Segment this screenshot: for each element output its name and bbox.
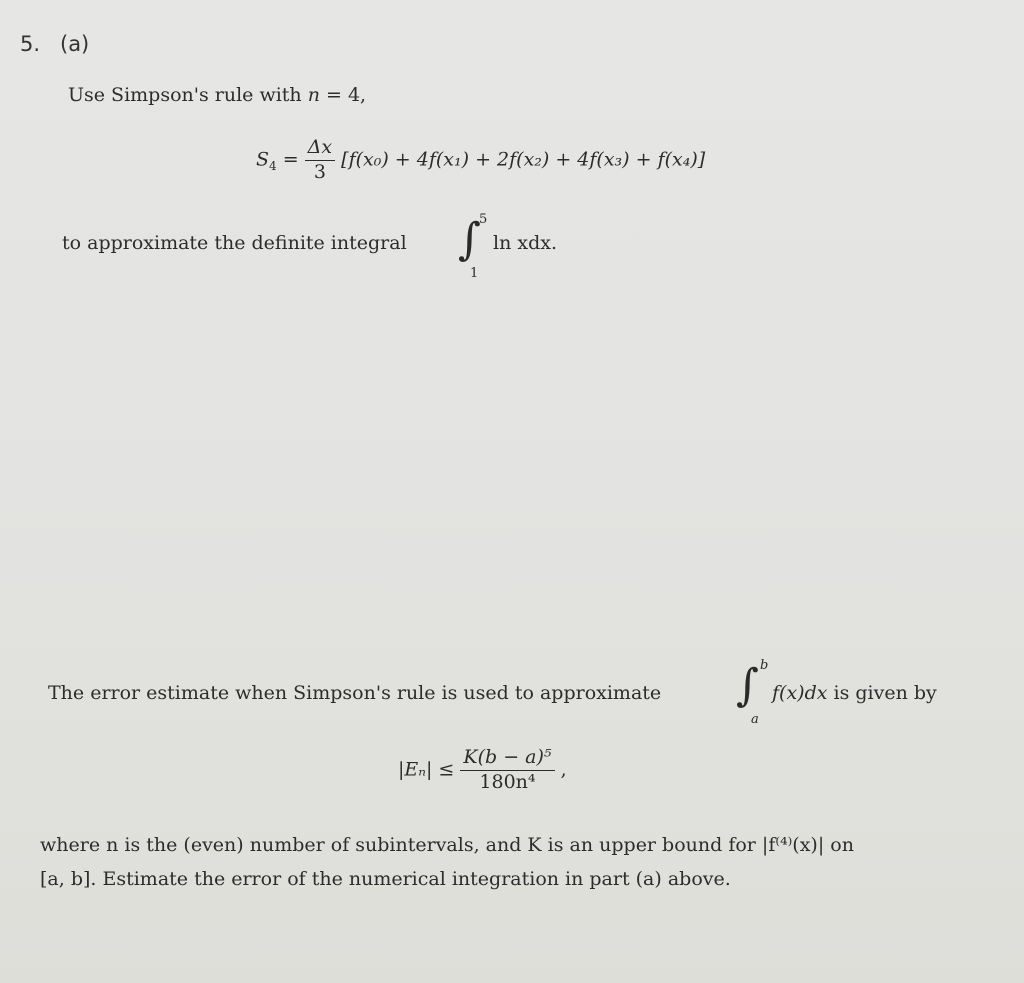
instruction-line [68, 84, 366, 106]
delta-x-fraction [305, 138, 335, 183]
integral-line-text: to approximate the definite integral [62, 232, 407, 254]
error-denominator: 180n⁴ [479, 770, 536, 793]
integral-lower-limit: 1 [470, 266, 479, 281]
integral2-lower-limit: a [751, 712, 759, 727]
simpson-formula [256, 138, 705, 183]
fraction-denominator: 3 [313, 160, 326, 183]
integral-sign-2: ∫ [736, 660, 759, 711]
n-variable: n [307, 84, 320, 106]
given-by-text: is given by [827, 682, 937, 704]
integral-sign-1: ∫ [458, 214, 481, 265]
n-value: = 4, [319, 84, 367, 106]
instruction-text: Use Simpson's rule with [68, 84, 308, 106]
error-lhs: |Eₙ| ≤ [398, 758, 455, 781]
integrand-ln: ln xdx. [493, 232, 557, 254]
error-intro-text: The error estimate when Simpson's rule is used to approximate [48, 682, 662, 704]
integral2-upper-limit: b [760, 658, 769, 673]
fraction-numerator: Δx [305, 138, 335, 161]
s-variable: S [256, 148, 270, 171]
integral2-integrand [772, 682, 937, 704]
fx-dx: f(x)dx [772, 682, 828, 704]
error-comma: , [560, 758, 567, 781]
problem-part: (a) [60, 32, 90, 56]
footer-line-2: [a, b]. Estimate the error of the numerical integration in part (a) above. [40, 868, 731, 890]
problem-number: 5. [20, 32, 41, 56]
equals-sign: = [276, 148, 305, 171]
footer-line-1: where n is the (even) number of subintervals, and K is an upper bound for |f⁽⁴⁾(x)| on [40, 834, 854, 856]
error-formula [398, 748, 567, 793]
s-subscript: 4 [269, 159, 277, 174]
function-sum: [f(x₀) + 4f(x₁) + 2f(x₂) + 4f(x₃) + f(x₄)] [341, 148, 706, 171]
integral-upper-limit: 5 [479, 212, 488, 227]
error-fraction [460, 748, 554, 793]
error-numerator: K(b − a)⁵ [460, 748, 554, 771]
